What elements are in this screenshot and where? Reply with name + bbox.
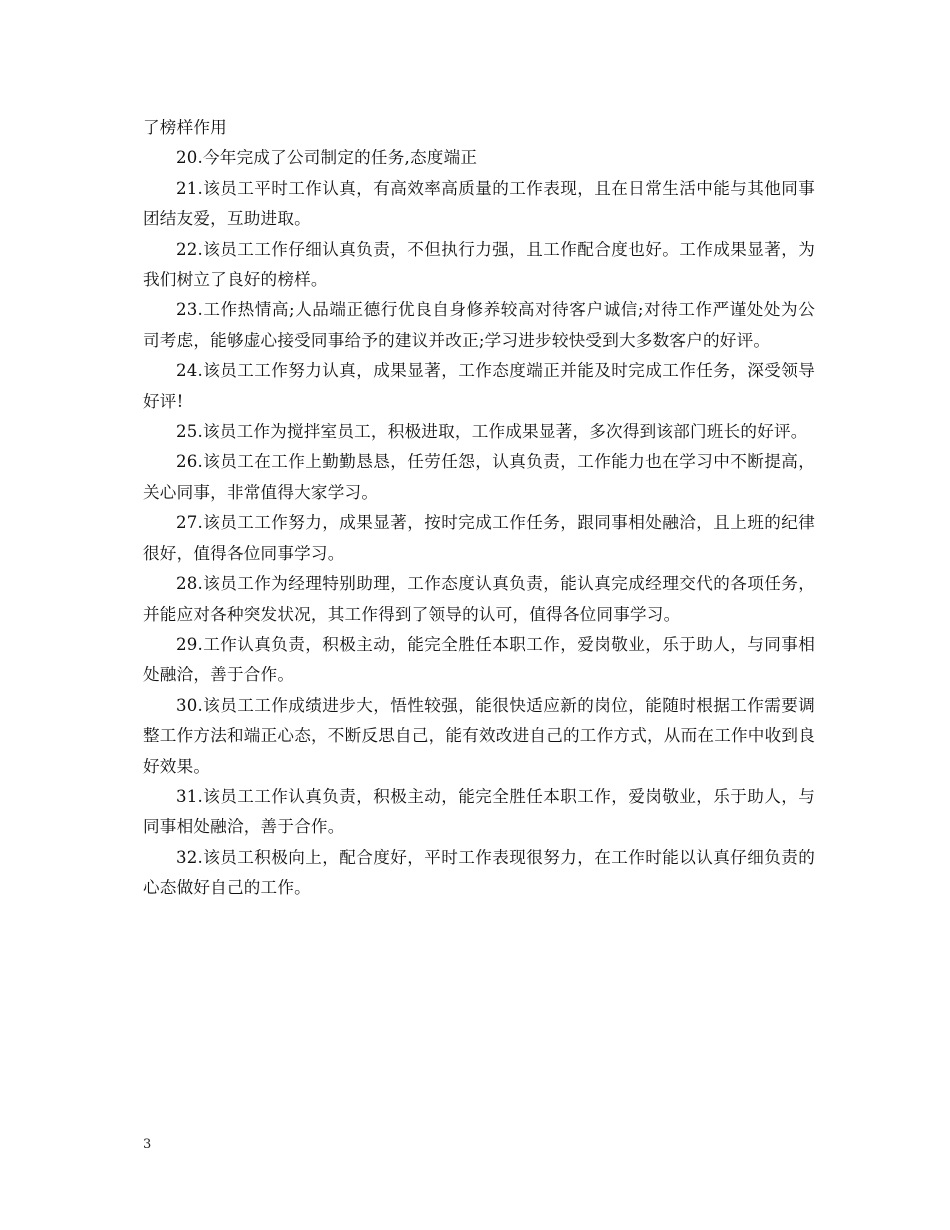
- document-body: [143, 113, 815, 904]
- paragraph-item-27: 27.该员工工作努力，成果显著，按时完成工作任务，跟同事相处融洽，且上班的纪律很好，值得各位同事学习。: [143, 513, 815, 563]
- paragraph-continuation: 了榜样作用: [143, 118, 227, 137]
- paragraph-item-32: 32.该员工积极向上，配合度好，平时工作表现很努力，在工作时能以认真仔细负责的心态做好自己的工作。: [143, 847, 815, 898]
- paragraph-item-24: 24.该员工工作努力认真，成果显著，工作态度端正并能及时完成工作任务，深受领导好评!: [143, 361, 815, 411]
- paragraph-item-26: 26.该员工在工作上勤勤恳恳，任劳任怨，认真负责，工作能力也在学习中不断提高，关心同事，非常值得大家学习。: [143, 452, 815, 502]
- paragraph-item-29: 29.工作认真负责，积极主动，能完全胜任本职工作，爱岗敬业，乐于助人，与同事相处融洽，善于合作。: [143, 634, 815, 685]
- paragraph-item-20: 20.今年完成了公司制定的任务,态度端正: [176, 148, 478, 168]
- paragraph-item-22: 22.该员工工作仔细认真负责，不但执行力强，且工作配合度也好。工作成果显著，为我们树立了良好的榜样。: [143, 239, 815, 290]
- paragraph-item-28: 28.该员工作为经理特别助理，工作态度认真负责，能认真完成经理交代的各项任务，并能应对各种突发状况，其工作得到了领导的认可，值得各位同事学习。: [143, 574, 815, 624]
- paragraph-item-30: 30.该员工工作成绩进步大，悟性较强，能很快适应新的岗位，能随时根据工作需要调整工作方法和端正心态，不断反思自己，能有效改进自己的工作方式，从而在工作中收到良好效果。: [143, 695, 815, 776]
- paragraph-item-31: 31.该员工工作认真负责，积极主动，能完全胜任本职工作，爱岗敬业，乐于助人，与同事相处融洽，善于合作。: [143, 786, 815, 837]
- page-number: 3: [143, 1137, 152, 1152]
- paragraph-item-21: 21.该员工平时工作认真，有高效率高质量的工作表现，且在日常生活中能与其他同事团结友爱，互助进取。: [143, 178, 815, 229]
- paragraph-item-23: 23.工作热情高;人品端正德行优良自身修养较高对待客户诚信;对待工作严谨处处为公司考虑，能够虚心接受同事给予的建议并改正;学习进步较快受到大多数客户的好评。: [143, 300, 815, 350]
- paragraph-item-25: 25.该员工作为搅拌室员工，积极进取，工作成果显著，多次得到该部门班长的好评。: [176, 422, 808, 442]
